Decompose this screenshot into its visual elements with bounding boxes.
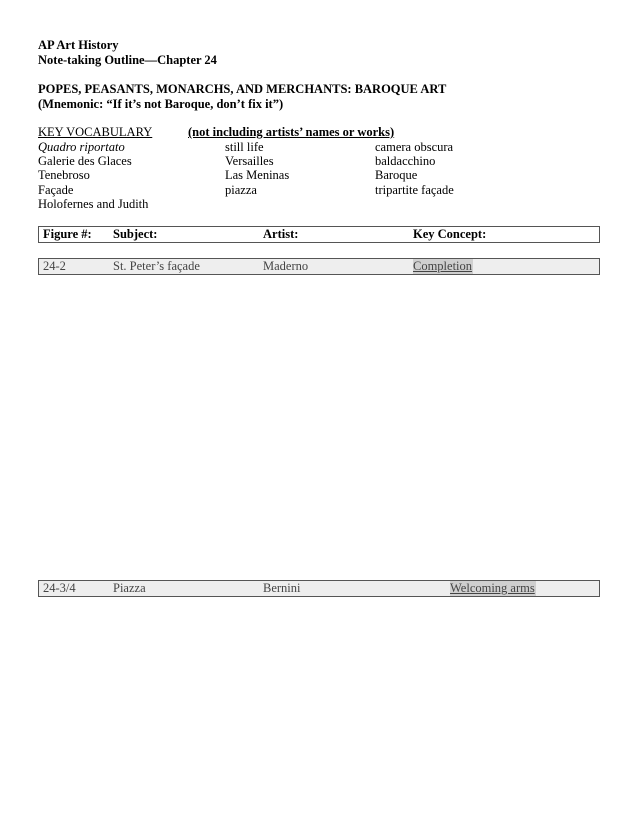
vocab-term: tripartite façade	[375, 183, 454, 197]
row-figure: 24-3/4	[43, 581, 76, 595]
course-title: AP Art History	[38, 38, 119, 52]
table-row	[38, 580, 600, 597]
vocab-term: still life	[225, 140, 264, 154]
vocab-term: Galerie des Glaces	[38, 154, 132, 168]
row-subject: Piazza	[113, 581, 146, 595]
vocab-term: Baroque	[375, 168, 418, 182]
outline-subtitle: Note-taking Outline—Chapter 24	[38, 53, 217, 67]
row-subject: St. Peter’s façade	[113, 259, 200, 273]
vocab-term: piazza	[225, 183, 257, 197]
header-figure: Figure #:	[43, 227, 92, 241]
chapter-title: POPES, PEASANTS, MONARCHS, AND MERCHANTS: BAROQUE ART	[38, 82, 447, 96]
table-header	[38, 226, 600, 243]
vocab-term: camera obscura	[375, 140, 454, 154]
row-artist: Bernini	[263, 581, 301, 595]
vocab-term: baldacchino	[375, 154, 436, 168]
header-concept: Key Concept:	[413, 227, 487, 241]
row-concept: Welcoming arms	[450, 581, 535, 595]
table-row	[38, 258, 600, 275]
vocabulary-note: (not including artists’ names or works)	[188, 125, 395, 139]
vocab-term: Tenebroso	[38, 168, 90, 182]
mnemonic: (Mnemonic: “If it’s not Baroque, don’t fix it”)	[38, 97, 284, 111]
vocabulary-label: KEY VOCABULARY	[38, 125, 153, 139]
vocab-term: Las Meninas	[225, 168, 290, 182]
row-concept: Completion	[413, 259, 473, 273]
row-artist: Maderno	[263, 259, 309, 273]
vocab-term: Versailles	[225, 154, 274, 168]
row-figure: 24-2	[43, 259, 66, 273]
header-subject: Subject:	[113, 227, 158, 241]
vocab-term: Façade	[38, 183, 74, 197]
header-artist: Artist:	[263, 227, 299, 241]
vocab-term: Holofernes and Judith	[38, 197, 149, 211]
vocab-term: Quadro riportato	[38, 140, 125, 154]
